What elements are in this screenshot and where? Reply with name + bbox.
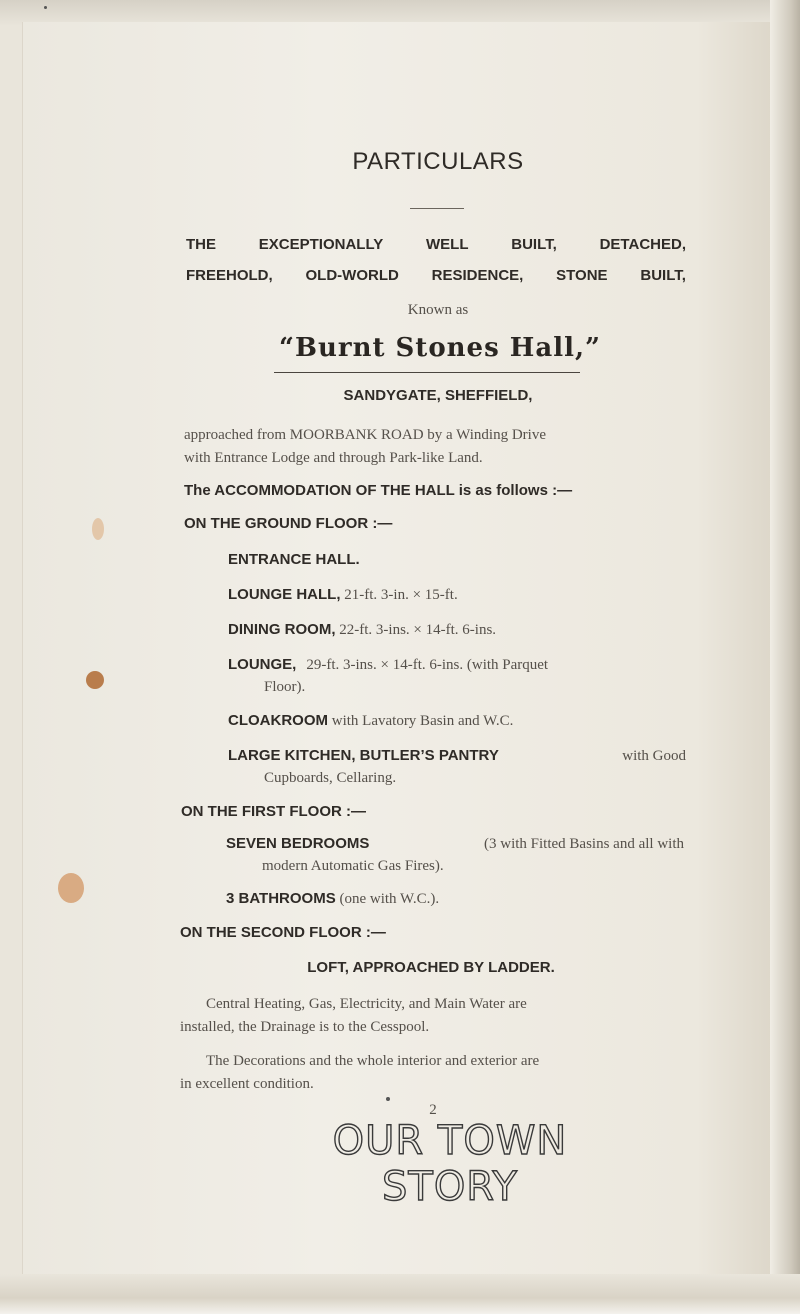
room-detail: 29-ft. 3-ins. × 14-ft. 6-ins. (with Parquet [306,657,549,673]
intro-word: BUILT, [511,236,557,253]
accommodation-emphasis: ACCOMMODATION OF THE HALL [214,482,455,499]
intro-word: EXCEPTIONALLY [258,236,384,253]
location: SANDYGATE, SHEFFIELD, [343,387,533,404]
first-floor-heading: ON THE FIRST FLOOR :— [181,803,366,820]
room-entry [226,833,684,877]
room-detail-continuation: Floor). [264,679,306,695]
room-name: DINING ROOM, [228,621,336,638]
known-as-label: Known as [407,302,469,318]
intro-word: OLD-WORLD [305,267,399,284]
accommodation-intro [184,482,572,499]
second-floor-room: LOFT, APPROACHED BY LADDER. [307,959,555,976]
room-entry [228,549,360,571]
services-paragraph [180,993,682,1039]
intro-word: STONE [556,267,608,284]
intro-line-2 [186,267,686,284]
room-name: ENTRANCE HALL. [228,551,360,568]
room-entry [228,745,686,789]
intro-word: THE [186,236,216,253]
room-detail: 22-ft. 3-ins. × 14-ft. 6-ins. [335,622,497,638]
condition-line: The Decorations and the whole interior and exterior are [206,1053,540,1069]
room-name: LARGE KITCHEN, BUTLER’S PANTRY [228,747,499,764]
room-name: CLOAKROOM [228,712,328,729]
approach-line: with Entrance Lodge and through Park-like Land. [184,450,483,466]
intro-word: FREEHOLD, [186,267,273,284]
room-first-line [228,654,686,676]
room-detail: (3 with Fitted Basins and all with [484,836,684,852]
room-detail: (one with W.C.). [335,891,440,907]
room-entry [228,710,513,732]
ground-floor-heading: ON THE GROUND FLOOR :— [184,515,393,532]
room-entry [228,584,458,606]
room-first-line [228,745,686,767]
intro-line-1 [186,236,686,253]
ink-speck [44,6,47,9]
page-number: 2 [429,1102,437,1118]
room-entry [226,888,439,910]
services-line: Central Heating, Gas, Electricity, and Main Water are [206,996,527,1012]
hall-name-underline [274,372,580,373]
room-detail: with Good [622,748,686,764]
watermark-logo: OUR TOWN STORY [332,1118,568,1210]
room-name: 3 BATHROOMS [226,890,336,907]
intro-word: WELL [426,236,469,253]
room-name: LOUNGE HALL, [228,586,341,603]
approach-line: approached from MOORBANK ROAD by a Winding Drive [184,427,546,443]
accommodation-prefix: The [184,482,215,499]
intro-word: BUILT, [640,267,686,284]
second-floor-heading: ON THE SECOND FLOOR :— [180,924,386,941]
room-detail-continuation: Cupboards, Cellaring. [264,770,397,786]
room-detail-continuation: modern Automatic Gas Fires). [262,858,444,874]
ink-speck [386,1097,390,1101]
intro-word: DETACHED, [599,236,686,253]
accommodation-suffix: :— [547,482,573,499]
room-first-line [226,833,684,855]
accommodation-emphasis: follows [496,482,548,499]
condition-paragraph [180,1050,682,1096]
condition-line: in excellent condition. [180,1076,314,1092]
room-entry [228,619,496,641]
intro-word: RESIDENCE, [431,267,524,284]
room-entry [228,654,686,698]
room-detail: with Lavatory Basin and W.C. [328,713,514,729]
approach-paragraph [184,424,688,470]
room-name: LOUNGE, [228,656,297,673]
room-detail: 21-ft. 3-in. × 15-ft. [340,587,458,603]
hall-name: “Burnt Stones Hall,” [279,333,601,363]
page-title: PARTICULARS [352,148,524,175]
title-divider [410,208,464,209]
services-line: installed, the Drainage is to the Cesspool. [180,1019,430,1035]
room-name: SEVEN BEDROOMS [226,835,370,852]
accommodation-mid: is as [454,482,497,499]
